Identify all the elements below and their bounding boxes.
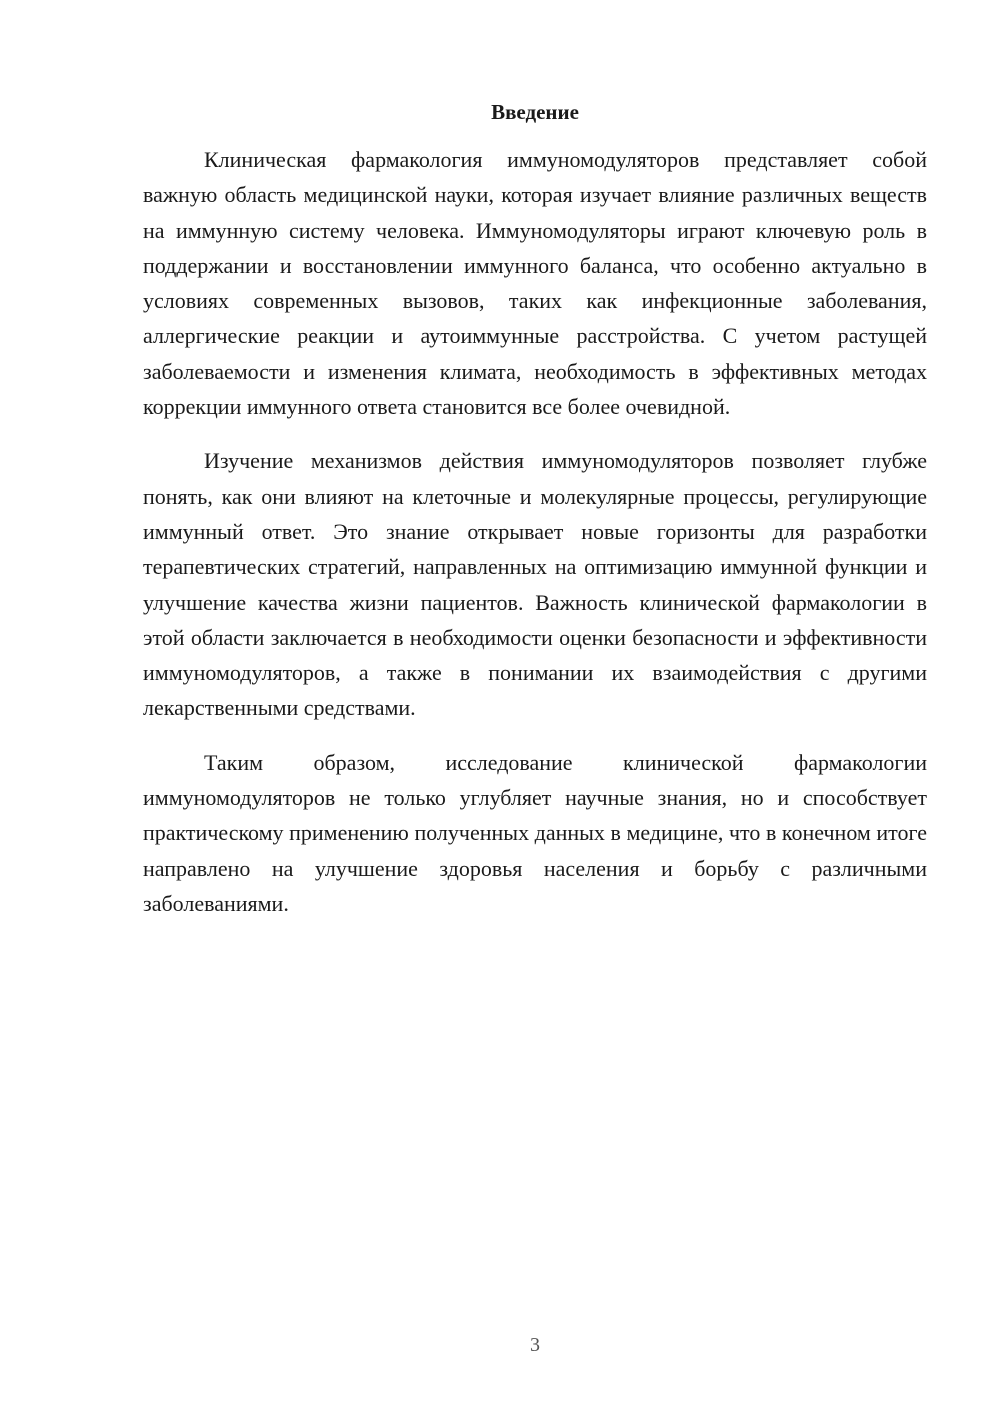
paragraph-1: Клиническая фармакология иммуномодуляторов представляет собой важную область медицинской науки, которая изучает влияние различных веществ на иммунную систему человека. Иммуномодуляторы играют ключевую роль в поддержании и восстановлении иммунного баланса, что особенно актуально в условиях современных вызовов, таких как инфекционные заболевания, аллергические реакции и аутоиммунные расстройства. С учетом растущей заболеваемости и изменения климата, необходимость в эффективных методах коррекции иммунного ответа становится все более очевидной. (143, 147, 927, 420)
body-text (143, 142, 927, 940)
paragraph-2: Изучение механизмов действия иммуномодуляторов позволяет глубже понять, как они влияют на клеточные и молекулярные процессы, регулирующие иммунный ответ. Это знание открывает новые горизонты для разработки терапевтических стратегий, направленных на оптимизацию иммунной функции и улучшение качества жизни пациентов. Важность клинической фармакологии в этой области заключается в необходимости оценки безопасности и эффективности иммуномодуляторов, а также в понимании их взаимодействия с другими лекарственными средствами. (143, 448, 927, 721)
page-number: 3 (530, 1334, 540, 1356)
section-heading: Введение (491, 100, 579, 124)
paragraph-3: Таким образом, исследование клинической фармакологии иммуномодуляторов не только углубляет научные знания, но и способствует практическому применению полученных данных в медицине, что в конечном итоге направлено на улучшение здоровья населения и борьбу с различными заболеваниями. (143, 749, 927, 916)
